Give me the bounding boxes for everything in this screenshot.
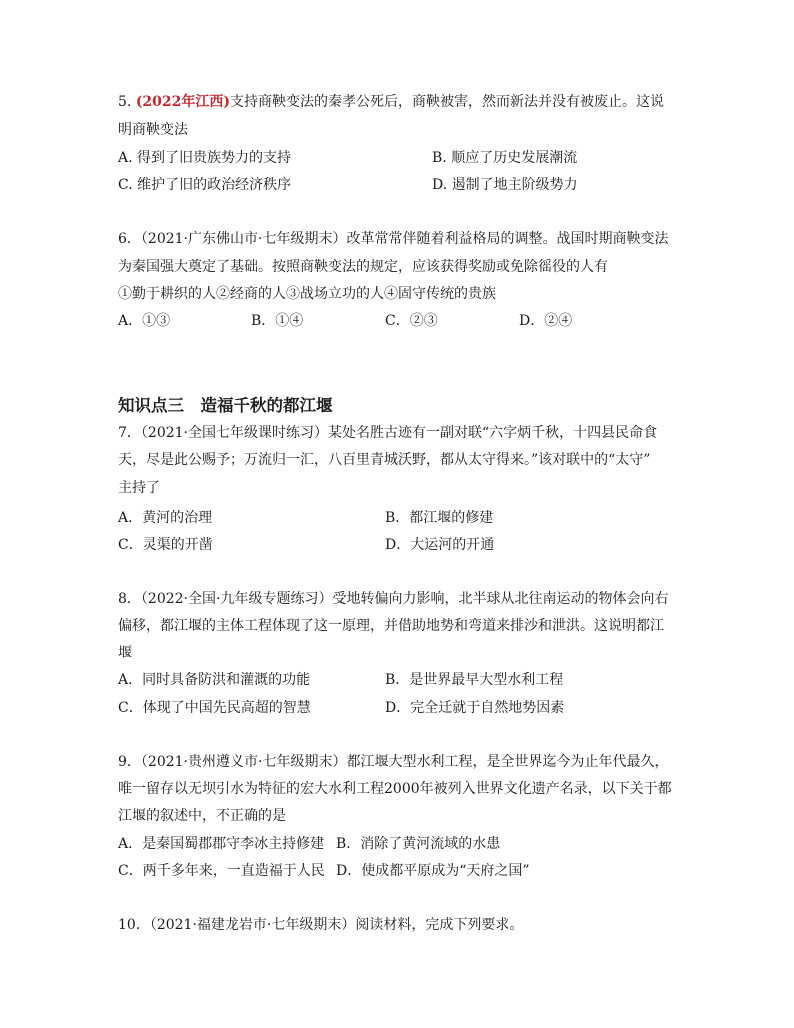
- q10-source: （2021·福建龙岩市·七年级期末）: [149, 917, 356, 933]
- q7-option-a: A．黄河的治理: [118, 510, 213, 526]
- q9-option-a: A．是秦国蜀郡郡守李冰主持修建: [118, 836, 325, 852]
- q9-source: （2021·贵州遵义市·七年级期末）: [140, 754, 347, 770]
- q7-stem-text1: 某处名胜古迹有一副对联“六字炳千秋，十四县民命食: [328, 425, 658, 441]
- q5-option-d: D. 遏制了地主阶级势力: [432, 177, 578, 193]
- q9-stem-text1: 都江堰大型水利工程，是全世界迄今为止年代最久，: [346, 754, 669, 770]
- q7-stem-line3: 主持了: [118, 480, 160, 496]
- q8-stem-line3: 堰: [118, 645, 132, 661]
- q8-option-a: A．同时具备防洪和灌溉的功能: [118, 672, 311, 688]
- q9-option-d: D．使成都平原成为“天府之国”: [336, 863, 530, 879]
- q5-stem-text1: 支持商鞅变法的秦孝公死后，商鞅被害，然而新法并没有被废止。这说: [230, 94, 665, 110]
- q5-stem-line2: 明商鞅变法: [118, 122, 188, 138]
- q10-stem-line1: [118, 915, 523, 935]
- q8-stem-line2: 偏移，都江堰的主体工程体现了这一原理，并借助地势和弯道来排沙和泄洪。这说明都江: [118, 618, 664, 634]
- q5-stem-line1: [118, 92, 664, 112]
- q7-stem-line1: [118, 423, 657, 443]
- q9-option-c: C．两千多年来，一直造福于人民: [118, 863, 325, 879]
- q7-option-d: D．大运河的开通: [385, 537, 495, 553]
- q6-stem-text1: 改革常常伴随着利益格局的调整。战国时期商鞅变法: [346, 231, 669, 247]
- q8-stem-line1: [118, 589, 668, 609]
- q5-option-a: A. 得到了旧贵族势力的支持: [118, 150, 292, 166]
- q7-option-c: C．灵渠的开凿: [118, 537, 213, 553]
- q8-option-d: D．完全迁就于自然地势因素: [385, 700, 565, 716]
- q6-source: （2021·广东佛山市·七年级期末）: [140, 231, 347, 247]
- q6-option-b: B．①④: [251, 313, 304, 329]
- q8-stem-text1: 受地转偏向力影响，北半球从北往南运动的物体会向右: [332, 591, 669, 607]
- q6-stem-line1: [118, 229, 668, 249]
- q10-stem-text1: 阅读材料，完成下列要求。: [355, 917, 524, 933]
- section-heading: 知识点三 造福千秋的都江堰: [118, 396, 333, 415]
- q5-source: (2022年江西): [135, 94, 231, 110]
- q6-option-c: C．②③: [385, 313, 438, 329]
- q6-stem-line3: ①勤于耕织的人②经商的人③战场立功的人④固守传统的贵族: [118, 286, 496, 302]
- q7-source: （2021·全国七年级课时练习）: [140, 425, 329, 441]
- q5-option-b: B. 顺应了历史发展潮流: [432, 150, 578, 166]
- q9-stem-line1: [118, 752, 668, 772]
- q6-number: 6．: [118, 231, 141, 247]
- q7-number: 7．: [118, 425, 141, 441]
- q9-number: 9．: [118, 754, 141, 770]
- q8-source: （2022·全国·九年级专题练习）: [140, 591, 333, 607]
- q9-stem-line2: 唯一留存以无坝引水为特征的宏大水利工程2000年被列入世界文化遗产名录，以下关于都: [118, 781, 672, 797]
- q8-number: 8．: [118, 591, 141, 607]
- q8-option-c: C．体现了中国先民高超的智慧: [118, 700, 311, 716]
- q5-option-c: C. 维护了旧的政治经济秩序: [118, 177, 292, 193]
- q10-number: 10．: [118, 917, 150, 933]
- q6-option-a: A．①③: [118, 313, 171, 329]
- q9-stem-line3: 江堰的叙述中，不正确的是: [118, 808, 286, 824]
- q9-option-b: B．消除了黄河流域的水患: [336, 836, 501, 852]
- q6-option-d: D．②④: [519, 313, 573, 329]
- q6-stem-line2: 为秦国强大奠定了基础。按照商鞅变法的规定，应该获得奖励或免除徭役的人有: [118, 259, 608, 275]
- q5-number: 5.: [118, 94, 132, 110]
- q8-option-b: B．是世界最早大型水利工程: [385, 672, 564, 688]
- q7-stem-line2: 天，尽是此公赐予；万流归一汇，八百里青城沃野，都从太守得来。”该对联中的“太守”: [118, 452, 651, 468]
- q7-option-b: B．都江堰的修建: [385, 510, 494, 526]
